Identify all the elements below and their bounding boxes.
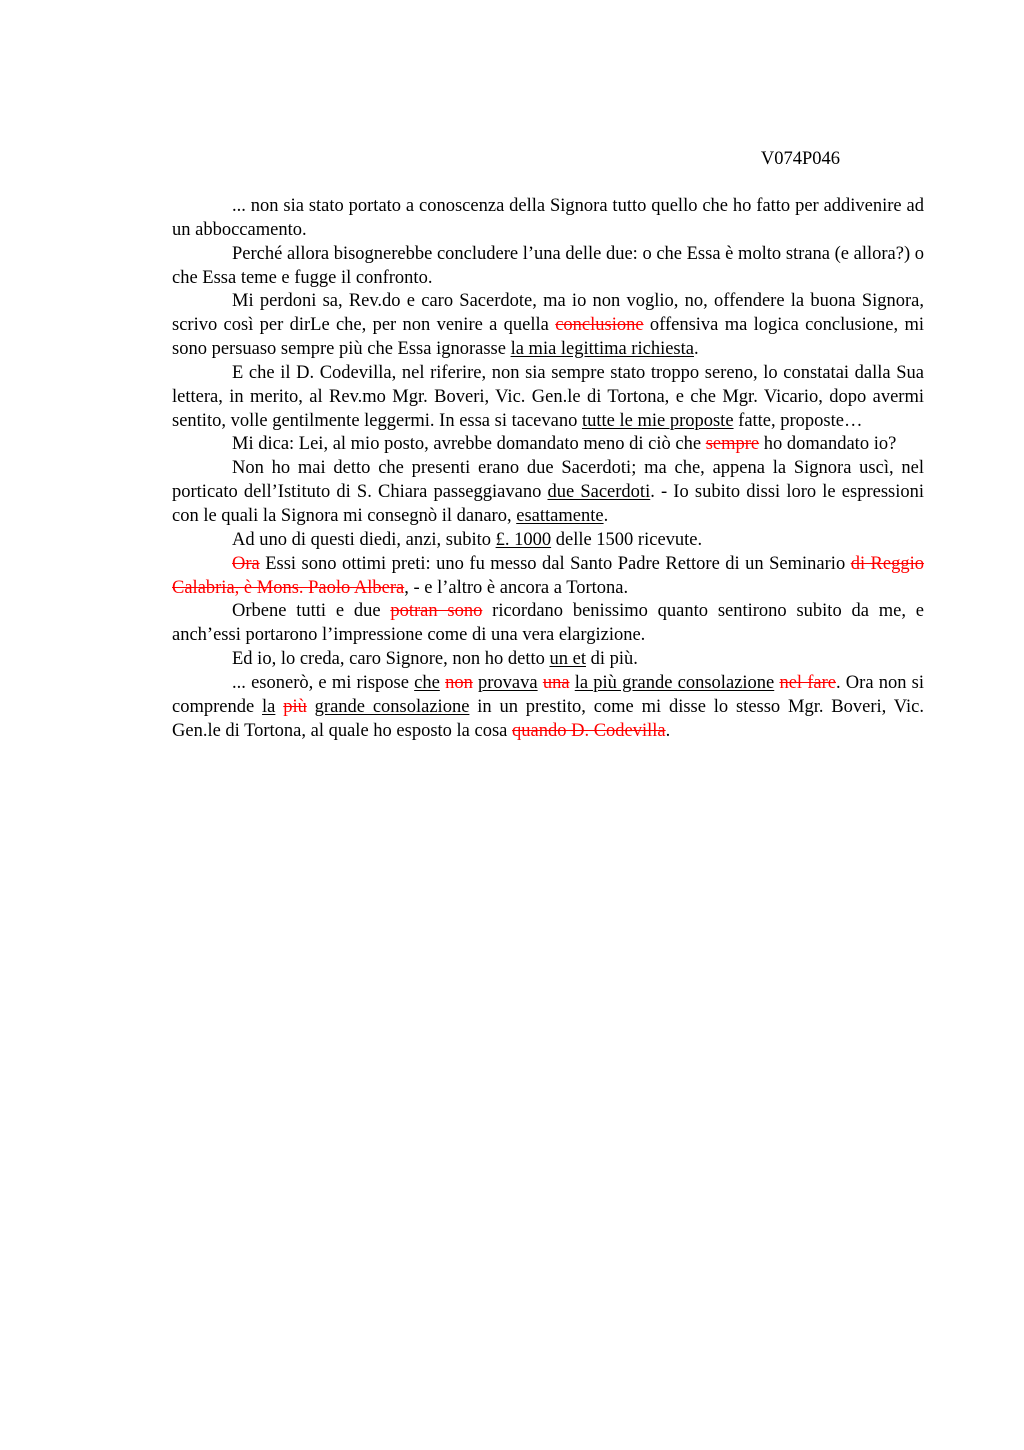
underlined-text: un et	[549, 649, 586, 670]
paragraph	[172, 648, 924, 672]
text-run: . Ora non si comprende	[172, 672, 925, 717]
text-run: .	[665, 720, 671, 741]
text-run: E che il D. Codevilla, nel riferire, non sia sempre stato troppo sereno, lo constatai dalla Sua lettera, in merito, al Rev.mo Mgr. Boveri, Vic. Gen.le di Tortona, e che Mgr. Vicario, dopo avermi sentito, volle gentilmente leggermi. In essa si tacevano	[172, 362, 924, 431]
text-run: ho domandato io?	[759, 434, 897, 455]
underlined-text: esattamente	[516, 505, 604, 526]
text-run: .	[603, 505, 609, 526]
text-run: Orbene tutti e due	[232, 601, 391, 622]
paragraph	[172, 529, 924, 553]
deleted-text: nel fare	[779, 672, 836, 693]
text-run: ... esonerò, e mi rispose	[232, 672, 415, 693]
underlined-text: la più grande consolazione	[574, 672, 775, 693]
deleted-text: più	[283, 696, 307, 717]
paragraph	[172, 457, 924, 529]
underlined-text: la mia legittima richiesta	[510, 339, 694, 360]
text-run: ricordano benissimo quanto sentirono subito da me, e anch’essi portarono l’impressione come di una vera elargizione.	[172, 601, 924, 646]
paragraph	[172, 553, 924, 601]
text-run: . - Io subito dissi loro le espressioni con le quali la Signora mi consegnò il danaro,	[172, 482, 924, 526]
underlined-text: tutte le mie proposte	[581, 410, 734, 431]
text-run: Mi dica: Lei, al mio posto, avrebbe domandato meno di ciò che	[232, 434, 706, 455]
text-run: delle 1500 ricevute.	[551, 529, 703, 550]
page-code: V074P046	[760, 149, 840, 169]
deleted-text: conclusione	[555, 315, 644, 336]
text-run: , - e l’altro è ancora a Tortona.	[404, 577, 629, 598]
deleted-text: di Reggio Calabria, è Mons. Paolo Albera	[172, 553, 925, 598]
underlined-text: la	[262, 696, 276, 717]
deleted-text: quando D. Codevilla	[512, 720, 666, 741]
underlined-text: che	[414, 672, 440, 693]
underlined-text: grande consolazione	[314, 696, 470, 717]
text-run: Ed io, lo creda, caro Signore, non ho detto	[232, 649, 550, 670]
underlined-text: due Sacerdoti	[547, 482, 651, 503]
text-run: .	[693, 339, 699, 360]
paragraph	[172, 290, 924, 362]
paragraph	[172, 672, 924, 744]
paragraph	[172, 600, 924, 648]
text-run: Perché allora bisognerebbe concludere l’una delle due: o che Essa è molto strana (e allora?) o che Essa teme e fugge il confronto.	[172, 243, 924, 288]
text-run: in un prestito, come mi disse lo stesso Mgr. Boveri, Vic. Gen.le di Tortona, al quale ho esposto la cosa	[172, 696, 924, 741]
text-run: ... non sia stato portato a conoscenza della Signora tutto quello che ho fatto per addivenire ad un abboccamento.	[172, 196, 924, 240]
text-run: offensiva ma logica conclusione, mi sono persuaso sempre più che Essa ignorasse	[172, 315, 924, 360]
text-run	[307, 697, 315, 717]
paragraph	[172, 195, 924, 243]
text-run: Ad uno di questi diedi, anzi, subito	[232, 529, 496, 550]
paragraph	[172, 362, 924, 434]
text-run: Essi sono ottimi preti: uno fu messo dal Santo Padre Rettore di un Seminario	[259, 553, 851, 574]
text-run: Mi perdoni sa, Rev.do e caro Sacerdote, ma io non voglio, no, offendere la buona Signora, scrivo così per dirLe che, per non venire a quella	[172, 291, 924, 336]
deleted-text: Ora	[232, 553, 260, 574]
text-run: Non ho mai detto che presenti erano due Sacerdoti; ma che, appena la Signora uscì, nel porticato dell’Istituto di S. Chiara passeggiavano	[172, 458, 924, 503]
letter-body	[172, 195, 924, 743]
deleted-text: sempre	[705, 434, 760, 455]
underlined-text: provava	[478, 672, 538, 693]
paragraph	[172, 243, 924, 291]
deleted-text: non	[445, 672, 473, 693]
paragraph	[172, 433, 924, 457]
text-run: fatte, proposte…	[733, 410, 863, 431]
deleted-text: una	[542, 672, 570, 693]
underlined-text: £. 1000	[495, 529, 552, 550]
text-run: di più.	[585, 649, 638, 670]
deleted-text: potran sono	[390, 601, 483, 622]
